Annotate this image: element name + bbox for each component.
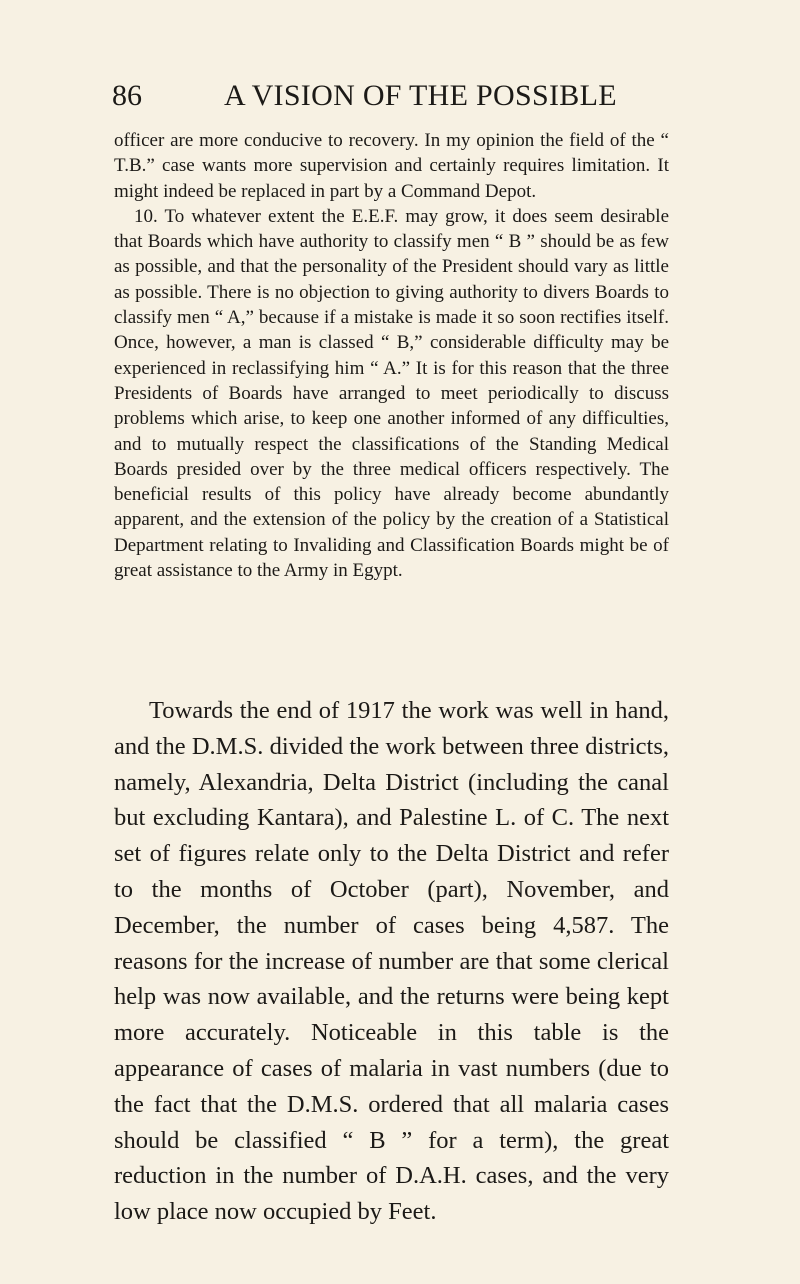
report-paragraph-10-text: 10. To whatever extent the E.E.F. may grow, it does seem desirable that Boards which have authority to classify men “ B ” should be as few as possible, and that the personality of the President should vary as little as possible. There is no objection to giving authority to divers Boards to classify men “ A,” because if a mistake is made it so soon rectifies itself. Once, however, a man is classed “ B,” considerable difficulty may be experienced in reclassifying him “ A.” It is for this reason that the three Presidents of Boards have arranged to meet periodically to discuss problems which arise, to keep one another informed of any difficulties, and to mutually respect the classifications of the Standing Medical Boards presided over by the three medical officers respectively. The beneficial results of this policy have already become abundantly apparent, and the extension of the policy by the creation of a Statistical Department relating to Invaliding and Classification Boards might be of great assistance to the Army in Egypt. [114,205,669,582]
main-paragraph: Towards the end of 1917 the work was well in hand, and the D.M.S. divided the work between three districts, namely, Alexandria, Delta District (including the canal but excluding Kantara), and Palestine L. of C. The next set of figures relate only to the Delta District and refer to the months of October (part), November, and December, the number of cases being 4,587. The reasons for the increase of number are that some clerical help was now available, and the returns were being kept more accurately. Noticeable in this table is the appearance of cases of malaria in vast numbers (due to the fact that the D.M.S. ordered that all malaria cases should be classified “ B ” for a term), the great reduction in the number of D.A.H. cases, and the very low place now occupied by Feet. [114,697,669,1226]
page-number: 86 [112,79,142,112]
report-paragraph-continuation: officer are more conducive to recovery. In my opinion the field of the “ T.B.” case wants more supervision and certainly requires limitation. It might indeed be replaced in part by a Command Depot. [114,130,669,202]
running-head [112,76,642,116]
quoted-report-text [114,128,669,583]
running-title: A VISION OF THE POSSIBLE [224,79,617,112]
report-paragraph-10 [114,204,669,583]
